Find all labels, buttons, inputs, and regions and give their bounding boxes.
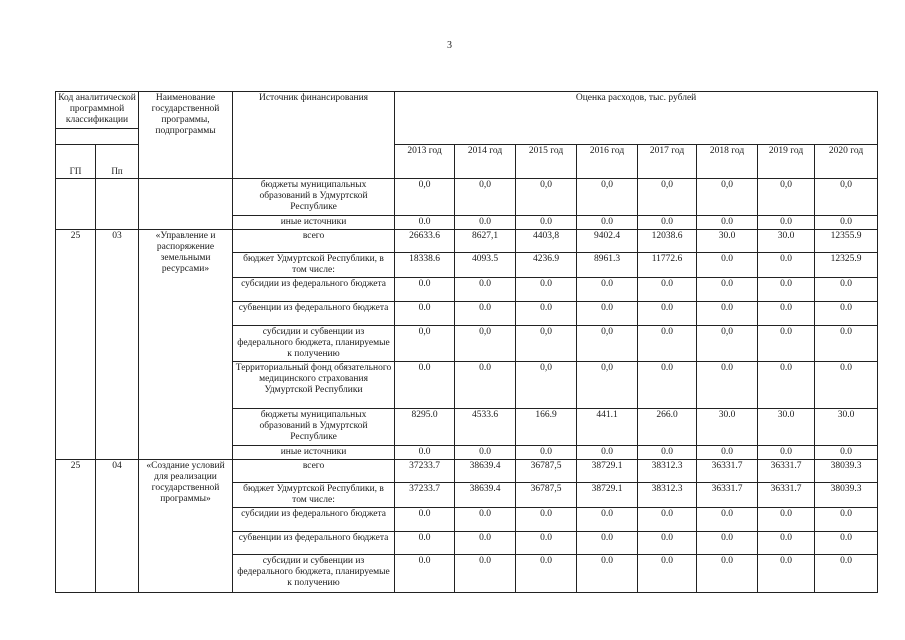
value-cell: 18338.6 (395, 253, 455, 278)
value-cell: 0.0 (455, 446, 516, 460)
value-cell: 0.0 (455, 278, 516, 302)
funding-source-cell: субсидии из федерального бюджета (233, 508, 395, 532)
value-cell: 0.0 (395, 532, 455, 555)
value-cell: 8627,1 (455, 230, 516, 253)
table-row (56, 230, 878, 253)
year-header: 2019 год (758, 145, 815, 179)
value-cell: 0.0 (395, 302, 455, 326)
value-cell: 0.0 (758, 446, 815, 460)
value-cell: 0.0 (697, 302, 758, 326)
value-cell: 37233.7 (395, 483, 455, 508)
value-cell: 0.0 (638, 278, 697, 302)
code-group-spacer (56, 129, 139, 145)
value-cell: 0.0 (758, 302, 815, 326)
value-cell: 0.0 (638, 302, 697, 326)
value-cell: 0.0 (758, 532, 815, 555)
value-cell: 441.1 (577, 409, 638, 446)
header-row (56, 92, 878, 129)
value-cell: 0.0 (697, 278, 758, 302)
funding-source-cell: всего (233, 460, 395, 483)
value-cell: 36787,5 (516, 483, 577, 508)
code-group-header: Код аналитической программной классификации (56, 92, 139, 129)
code-pp-cell: 04 (96, 460, 139, 593)
value-cell: 0.0 (577, 532, 638, 555)
value-cell: 0.0 (577, 278, 638, 302)
value-cell: 8961.3 (577, 253, 638, 278)
value-cell: 0,0 (516, 362, 577, 409)
funding-source-cell: Территориальный фонд обязательного медицинского страхования Удмуртской Республики (233, 362, 395, 409)
value-cell: 0.0 (516, 278, 577, 302)
value-cell: 37233.7 (395, 460, 455, 483)
funding-source-cell: бюджет Удмуртской Республики, в том числе: (233, 253, 395, 278)
value-cell: 0.0 (516, 555, 577, 593)
funding-source-cell: всего (233, 230, 395, 253)
value-cell: 0.0 (815, 362, 878, 409)
value-cell: 30.0 (697, 230, 758, 253)
value-cell: 0.0 (638, 555, 697, 593)
value-cell: 0.0 (638, 326, 697, 362)
value-cell: 11772.6 (638, 253, 697, 278)
value-cell: 0.0 (815, 216, 878, 230)
value-cell: 0.0 (455, 302, 516, 326)
value-cell: 0.0 (758, 278, 815, 302)
code-pp-cell (96, 179, 139, 230)
value-cell: 12325.9 (815, 253, 878, 278)
program-name-cell: «Управление и распоряжение земельными ресурсами» (139, 230, 233, 460)
value-cell: 0.0 (815, 555, 878, 593)
value-cell: 0.0 (455, 362, 516, 409)
value-cell: 36787,5 (516, 460, 577, 483)
value-cell: 0.0 (697, 253, 758, 278)
funding-source-cell: иные источники (233, 446, 395, 460)
funding-source-cell: иные источники (233, 216, 395, 230)
year-header: 2015 год (516, 145, 577, 179)
value-cell: 4403,8 (516, 230, 577, 253)
value-cell: 0.0 (638, 532, 697, 555)
value-cell: 0.0 (815, 302, 878, 326)
funding-source-cell: субсидии и субвенции из федерального бюджета, планируемые к получению (233, 326, 395, 362)
value-cell: 0.0 (516, 216, 577, 230)
value-cell: 0,0 (516, 326, 577, 362)
value-cell: 4236.9 (516, 253, 577, 278)
value-cell: 36331.7 (758, 460, 815, 483)
value-cell: 0.0 (395, 555, 455, 593)
value-cell: 38039.3 (815, 483, 878, 508)
funding-source-cell: субвенции из федерального бюджета (233, 532, 395, 555)
value-cell: 0.0 (815, 278, 878, 302)
value-cell: 0.0 (455, 216, 516, 230)
page-number: 3 (447, 40, 452, 51)
funding-source-cell: субвенции из федерального бюджета (233, 302, 395, 326)
value-cell: 0.0 (758, 326, 815, 362)
value-cell: 0,0 (395, 326, 455, 362)
value-cell: 0.0 (395, 446, 455, 460)
code-pp-header: Пп (96, 145, 139, 179)
funding-source-cell: субсидии и субвенции из федерального бюджета, планируемые к получению (233, 555, 395, 593)
estimate-header: Оценка расходов, тыс. рублей (395, 92, 878, 145)
value-cell: 0.0 (577, 302, 638, 326)
value-cell: 0,0 (577, 179, 638, 216)
table-row (56, 460, 878, 483)
table-row (56, 179, 878, 216)
value-cell: 0.0 (758, 508, 815, 532)
value-cell: 0.0 (577, 508, 638, 532)
value-cell: 0,0 (638, 179, 697, 216)
value-cell: 0.0 (758, 362, 815, 409)
year-header: 2017 год (638, 145, 697, 179)
value-cell: 0.0 (577, 555, 638, 593)
funding-source-header: Источник финансирования (233, 92, 395, 179)
value-cell: 12355.9 (815, 230, 878, 253)
value-cell: 0.0 (455, 555, 516, 593)
value-cell: 0,0 (395, 179, 455, 216)
value-cell: 0,0 (577, 326, 638, 362)
value-cell: 38312.3 (638, 460, 697, 483)
code-gp-cell: 25 (56, 460, 96, 593)
value-cell: 38039.3 (815, 460, 878, 483)
funding-source-cell: бюджеты муниципальных образований в Удмуртской Республике (233, 179, 395, 216)
value-cell: 36331.7 (697, 460, 758, 483)
program-name-cell (139, 179, 233, 230)
value-cell: 0.0 (697, 216, 758, 230)
value-cell: 0.0 (815, 446, 878, 460)
value-cell: 38639.4 (455, 460, 516, 483)
value-cell: 4533.6 (455, 409, 516, 446)
value-cell: 0.0 (697, 446, 758, 460)
value-cell: 0.0 (697, 362, 758, 409)
value-cell: 0.0 (815, 532, 878, 555)
year-header: 2020 год (815, 145, 878, 179)
funding-source-cell: бюджеты муниципальных образований в Удмуртской Республике (233, 409, 395, 446)
year-header: 2018 год (697, 145, 758, 179)
value-cell: 0,0 (577, 362, 638, 409)
value-cell: 30.0 (758, 230, 815, 253)
value-cell: 36331.7 (697, 483, 758, 508)
value-cell: 38312.3 (638, 483, 697, 508)
value-cell: 26633.6 (395, 230, 455, 253)
value-cell: 0.0 (697, 508, 758, 532)
value-cell: 38639.4 (455, 483, 516, 508)
value-cell: 0.0 (395, 216, 455, 230)
year-header: 2014 год (455, 145, 516, 179)
value-cell: 266.0 (638, 409, 697, 446)
value-cell: 30.0 (815, 409, 878, 446)
value-cell: 0.0 (697, 555, 758, 593)
value-cell: 0.0 (638, 508, 697, 532)
value-cell: 0.0 (455, 532, 516, 555)
value-cell: 0.0 (455, 508, 516, 532)
code-gp-cell: 25 (56, 230, 96, 460)
budget-table (55, 91, 878, 593)
value-cell: 0.0 (697, 532, 758, 555)
funding-source-cell: субсидии из федерального бюджета (233, 278, 395, 302)
program-name-header: Наименование государственной программы, подпрограммы (139, 92, 233, 179)
value-cell: 0.0 (758, 216, 815, 230)
value-cell: 0.0 (516, 302, 577, 326)
value-cell: 0.0 (516, 446, 577, 460)
value-cell: 0.0 (395, 278, 455, 302)
value-cell: 166.9 (516, 409, 577, 446)
year-header: 2013 год (395, 145, 455, 179)
value-cell: 0.0 (577, 446, 638, 460)
value-cell: 0,0 (455, 326, 516, 362)
code-pp-cell: 03 (96, 230, 139, 460)
value-cell: 38729.1 (577, 483, 638, 508)
value-cell: 0,0 (697, 179, 758, 216)
value-cell: 0.0 (395, 362, 455, 409)
value-cell: 4093.5 (455, 253, 516, 278)
value-cell: 8295.0 (395, 409, 455, 446)
value-cell: 0.0 (638, 362, 697, 409)
value-cell: 0.0 (516, 508, 577, 532)
value-cell: 0.0 (758, 555, 815, 593)
value-cell: 36331.7 (758, 483, 815, 508)
code-gp-header: ГП (56, 145, 96, 179)
value-cell: 0.0 (638, 216, 697, 230)
value-cell: 0,0 (455, 179, 516, 216)
value-cell: 0.0 (516, 532, 577, 555)
value-cell: 0,0 (758, 179, 815, 216)
code-gp-cell (56, 179, 96, 230)
value-cell: 12038.6 (638, 230, 697, 253)
year-header: 2016 год (577, 145, 638, 179)
value-cell: 0,0 (697, 326, 758, 362)
funding-source-cell: бюджет Удмуртской Республики, в том числе: (233, 483, 395, 508)
value-cell: 0.0 (815, 508, 878, 532)
value-cell: 0.0 (758, 253, 815, 278)
value-cell: 0.0 (638, 446, 697, 460)
value-cell: 0.0 (395, 508, 455, 532)
value-cell: 9402.4 (577, 230, 638, 253)
program-name-cell: «Создание условий для реализации государственной программы» (139, 460, 233, 593)
value-cell: 0.0 (815, 326, 878, 362)
value-cell: 0.0 (577, 216, 638, 230)
value-cell: 0,0 (516, 179, 577, 216)
value-cell: 30.0 (758, 409, 815, 446)
value-cell: 30.0 (697, 409, 758, 446)
value-cell: 38729.1 (577, 460, 638, 483)
value-cell: 0,0 (815, 179, 878, 216)
